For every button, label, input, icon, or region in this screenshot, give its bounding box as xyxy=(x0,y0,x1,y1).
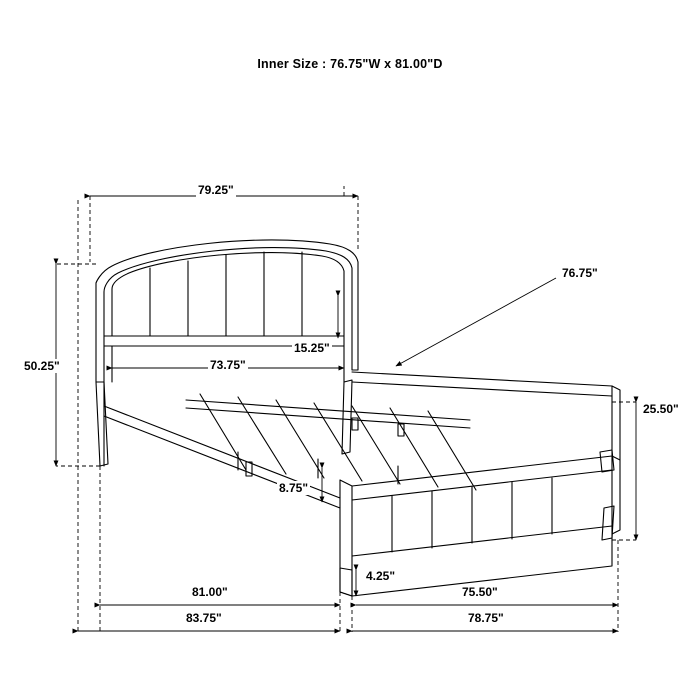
dim-headboard-panel-width: 73.75" xyxy=(210,358,246,372)
dim-side-rail-callout: 76.75" xyxy=(562,266,598,280)
dim-outer-width: 78.75" xyxy=(468,611,504,625)
dim-footboard-height: 25.50" xyxy=(643,402,679,416)
dim-headboard-panel-height: 15.25" xyxy=(294,341,330,355)
dim-inner-width: 75.50" xyxy=(462,585,498,599)
bed-outline xyxy=(96,240,620,596)
dim-inner-depth: 81.00" xyxy=(192,585,228,599)
dim-outer-depth: 83.75" xyxy=(186,611,222,625)
dim-slat-clearance: 8.75" xyxy=(279,481,309,495)
dim-headboard-height: 50.25" xyxy=(24,359,60,373)
dim-foot-clearance: 4.25" xyxy=(366,569,396,583)
dimension-lines xyxy=(56,186,636,632)
dim-headboard-width: 79.25" xyxy=(198,183,234,197)
page-title: Inner Size : 76.75"W x 81.00"D xyxy=(257,57,443,71)
